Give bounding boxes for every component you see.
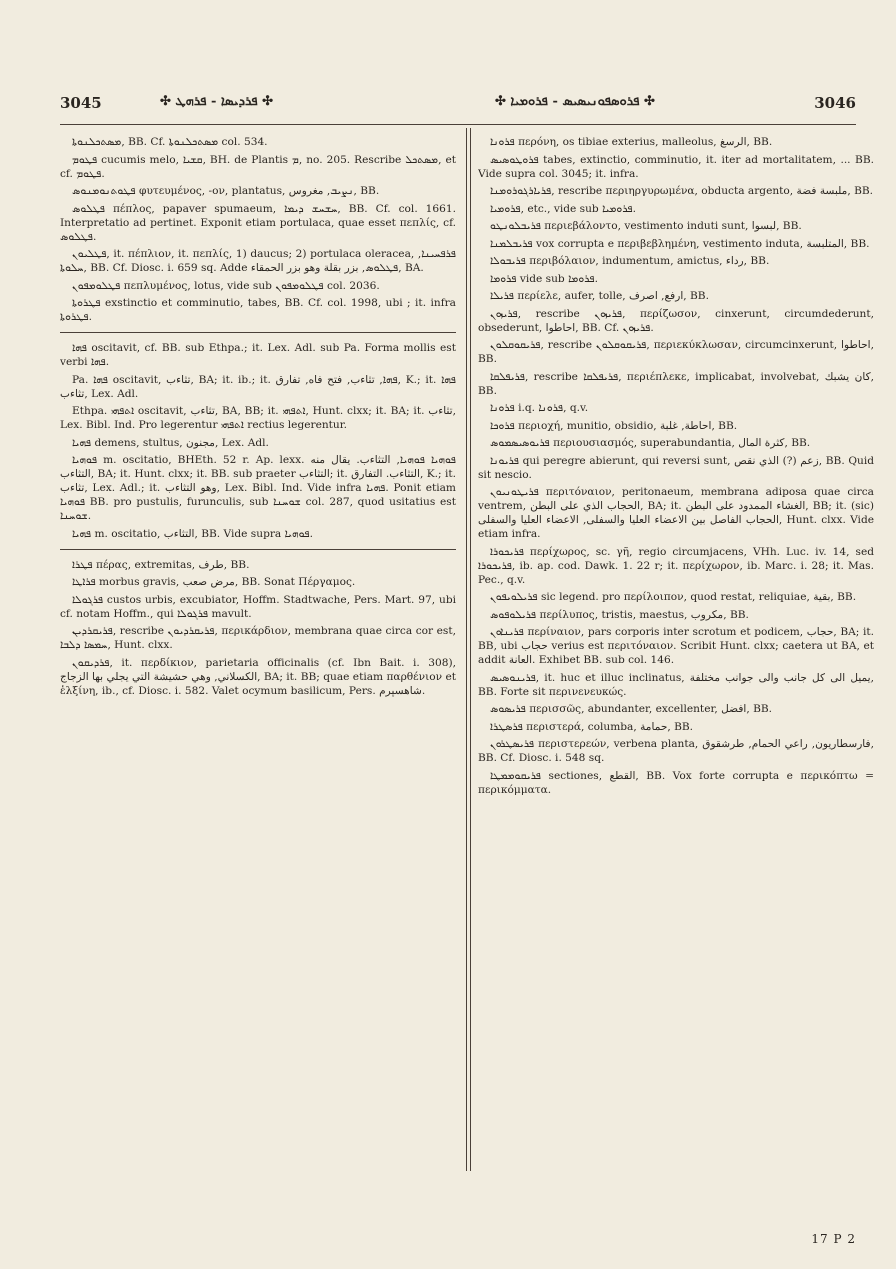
entry: ܦܪܝܣܘܣ περισσῶς, abundanter, excellenter, افضل, BB.: [490, 703, 773, 715]
running-head-right: ✣ ܦܪܘܣܦܘܢܝܣܝܣ - ܦܪܘܡܝܐ ✣: [495, 94, 655, 109]
page-number-left: 3045: [60, 94, 102, 112]
section-divider: [60, 332, 456, 333]
entry: ܦܪܝܙܘܢ, rescribe ܦܪܝܙܘܢ, περίζωσον, cinxerunt, circumdederunt, obsederunt, احاطوا, BB. Cf. ܦܪܝܙܘܢ.: [478, 307, 874, 334]
entry: ܦܪܘܛܘܣܝܣ tabes, extinctio, comminutio, it. iter ad mortalitatem, ... BB. Vide supra col. 3045; it. infra.: [478, 153, 874, 180]
entry: ܦܛܪܐ πέρας, extremitas, طرف, BB.: [72, 558, 250, 571]
left-block-2: [60, 341, 456, 541]
entry: ܦܪܝܛܘܢܝܘܢ περιτόναιον, peritonaeum, membrana adiposa quae circa ventrem, الحجاب الذي على البطن, BA; it. الغشاء الممدود على البطن, BB; it. (sic) الحجاب الفاصل بين الاعضاء العليا والسفلى, الاعضاء العليا والسفلى, Hunt. clxx. Vide etiam infra.: [478, 486, 874, 540]
right-column: [478, 135, 874, 1205]
left-block-1: [60, 135, 456, 324]
entry: ܦܛܘܡ cucumis melo, ܩܫܝܐ, BH. de Plantis ܡ, no. 205. Rescribe ܡܣܬܟܠ, et cf. ܦܛܘܡ.: [60, 153, 456, 180]
entry: Ethpa. ܐܬܦܗܝ oscitavit, تثاءب, BA, BB; it. ܐܬܦܗܝ, Hunt. clxx; it. BA; it. تثاءب, Lex. Bibl. Ind. Pro legerentur ܐܬܦܗܝ rectius legerentur.: [60, 405, 456, 431]
entry: ܦܪܝܠܐ περίελε, aufer, tolle, ارفع, اصرف, BB.: [490, 290, 709, 302]
entry: ܦܘܗܝܐ m. oscitatio, BHEth. 52 r. Ap. lexx. ܦܘܗܝܐ ܦܘܗܝܐ, التثاءب. يقال منه التثاءب, BA; it. Hunt. clxx; it. BB. sub praeter التثاءب; it. التثاءب. التفارق, K.; it. تثاءب, Lex. Adl.; it. وهو التثاءب, Lex. Bibl. Ind. Vide infra ܦܗܝܐ. Ponit etiam ܦܘܗܝܐ BB. pro pustulis, furunculis, sub ܫܘܚܢܐ col. 287, quod usitatius est ܫܘܚܢܐ.: [60, 454, 456, 522]
entry: ܦܪܘܢܐ περόνη, os tibiae exterius, malleolus, الرسغ, BB.: [490, 136, 773, 148]
entry: ܦܪܝܘܢܐ qui peregre abierunt, qui reversi sunt, زعم (?) الذي نقص, BB. Quid sit nescio.: [478, 454, 874, 481]
entry: ܡܣܬܟܠܢܘܬܐ, BB. Cf. ܡܣܬܟܠܢܘܬܐ col. 534.: [72, 136, 268, 148]
left-column: [60, 135, 456, 1205]
entry: ܦܪܕܝܩܘܢ, it. περδίκιον, parietaria officinalis (cf. Ibn Bait. i. 308), الكسلاني, وهي حشيشة التي يجلي بها الزجاج, BA; it. BB; quae etiam παρθένιον et ἑλξίνη, ib., cf. Diosc. i. 582. Valet ocymum basilicum, Pers. شاهسپرم.: [60, 656, 456, 697]
entry: ܦܪܝܠܘܝܦܘܢ sic legend. pro περίλοιπον, quod restat, reliquiae, بقية, BB.: [490, 591, 857, 603]
entry: ܦܛܠܝܘܢ, it. πέπλιον, it. πεπλίς, 1) daucus; 2) portulaca oleracea, ܦܪܦܚܝܢܐ, ܚܠܘܬܐ, BB. Cf. Diosc. i. 659 sq. Adde ܦܛܠܘܣ, بزر بقلة وهو بزر الحمقاء, BA.: [60, 248, 456, 274]
entry: ܦܪܝܒܠܡܢܐ vox corrupta e περιβεβλημένη, vestimento induta, المتلبسة, BB.: [490, 237, 870, 250]
page-header: [60, 92, 856, 122]
entry: ܦܪܓܘܠܐ custos urbis, excubiator, Hoffm. Stadtwache, Pers. Mart. 97, ubi cf. notam Hoffm., qui ܦܪܓܘܠܐ mavult.: [60, 593, 456, 620]
entry: ܦܪܝܒܠܘܢܛܘ περιεβάλοντο, vestimento induti sunt, لبسوا, BB.: [490, 220, 802, 232]
entry: ܦܛܠܘܣ πέπλος, papaver spumaeum, ܚܫܚܫ ܕܝܡܐ, BB. Cf. col. 1661. Interpretatio ad pertinet. Exponit etiam portulaca, quae esset πεπλίς, cf. ܦܛܠܘܣ.: [60, 202, 456, 243]
left-block-3: [60, 558, 456, 698]
header-rule: [60, 124, 856, 125]
entry: ܦܪܘܡܝܐ, etc., vide sub ܦܪܘܡܝܐ.: [490, 202, 637, 215]
entry: ܦܪܝܩܘܡܡܛܐ sectiones, القطع, BB. Vox forte corrupta e περικόπτω = περικόμματα.: [478, 769, 874, 796]
entry: ܦܪܝܘܣܝܣܡܘܣ περιουσιασμός, superabundantia, كثرة المال, BB.: [490, 437, 811, 449]
entry: ܦܪܝܩܘܩܠܘܢ, rescribe ܦܪܝܩܘܩܠܘܢ, περιεκύκλωσαν, circumcinxerunt, احاطوا, BB.: [478, 339, 874, 365]
entry: ܦܪܝܠܘܦܘܣ περίλυπος, tristis, maestus, مكروب, BB.: [490, 608, 749, 621]
entry: ܦܪܘܢܐ i.q. ܦܪܘܢܐ, q.v.: [490, 402, 589, 414]
entry: ܦܗܐ oscitavit, cf. BB. sub Ethpa.; it. Lex. Adl. sub Pa. Forma mollis est verbi ܦܗܐ.: [60, 342, 456, 368]
entry: ܦܗܝܐ demens, stultus, مجنون, Lex. Adl.: [72, 436, 269, 449]
entry: ܦܪܣܛܪܐ περιστερά, columba, حمامة, BB.: [490, 720, 694, 733]
entry: ܦܪܐܛܐ morbus gravis, مرض صعب, BB. Sonat Πέργαμος.: [72, 576, 356, 588]
entry: ܦܪܝܟܘܪܐ περίχωρος, sc. γῆ, regio circumjacens, VHh. Luc. iv. 14, sed ܦܪܝܟܘܪܐ, ib. ap. cod. Dawk. 1. 22 r; it. περίχωρον, ib. Marc. i. 28; it. Mas. Pec., q.v.: [478, 545, 874, 586]
running-head-left: ✣ ܦܪܕܝܣܐ - ܦܪܗܛ ✣: [160, 94, 274, 109]
entry: ܦܛܠܘܡܦܘܢ πεπλυμένος, lotus, vide sub ܦܛܠܘܡܦܘܢ col. 2036.: [72, 279, 380, 292]
entry: Pa. ܦܗܐ oscitavit, تثاءب, BA; it. ib.; it. ܦܗܐ, تثاءب, فتح فاه, تفارق, K.; it. ܦܗܐ تثاءب, Lex. Adl.: [60, 373, 456, 400]
entry: ܦܪܝܢܘܣܝܣ, it. huc et illuc inclinatus, يميل الى كل جانب والى جوانب مختلفة, BB. Forte sit περινενευκώς.: [478, 671, 874, 698]
entry: ܦܪܝܒܘܠܐ περιβόλαιον, indumentum, amictus, رداء, BB.: [490, 255, 770, 267]
entry: ܦܪܝܐܪܓܘܪܘܡܢܐ, rescribe περιηργυρωμένα, obducta argento, ملبسة فضة, BB.: [490, 185, 874, 197]
column-divider: [466, 128, 471, 1171]
entry: ܦܪܝܢܐܘܢ περίναιον, pars corporis inter scrotum et podicem, حجاب, BA; it. BB, ubi حجاب verius est περιτόναιον. Scribit Hunt. clxx; caetera ut BA, et addit العانة. Exhibet BB. sub col. 146.: [478, 626, 874, 666]
entry: ܦܪܝܦܠܩܐ, rescribe ܦܪܝܦܠܩܐ, περιέπλεκε, implicabat, involvebat, كان يشبك, BB.: [478, 370, 874, 397]
section-divider: [60, 549, 456, 550]
entry: ܦܗܝܐ m. oscitatio, التثاءب, BB. Vide supra ܦܘܗܝܐ.: [72, 527, 314, 540]
entry: ܦܪܘܟܐ περιοχή, munitio, obsidio, احاطة, غلبة, BB.: [490, 419, 738, 432]
entry: ܦܪܘܡܐ vide sub ܦܪܘܡܐ.: [490, 272, 598, 285]
entry: ܦܛܪܘܬܐ exstinctio et comminutio, tabes, BB. Cf. col. 1998, ubi ; it. infra ܦܛܪܘܬܐ.: [60, 297, 456, 323]
page-number-right: 3046: [814, 94, 856, 112]
entry: ܦܪܝܣܛܪܘܢ περιστερεών, verbena planta, فارسطاريون, راعي الحمام, طرشقوق, BB. Cf. Diosc. i. 548 sq.: [478, 738, 874, 764]
entry: ܦܪܝܩܪܕܝܢ, rescribe ܦܪܝܩܪܕܝܘܢ, περικάρδιον, membrana quae circa cor est, ܚܡܣܐ ܕܠܒܐ, Hunt. clxx.: [60, 625, 456, 651]
signature-mark: 17 P 2: [811, 1232, 856, 1246]
entry: ܦܛܘܬܢܘܡܢܘܣ φυτευμένος, -ον, plantatus, ܢܨܝܒ, مغروس, BB.: [72, 185, 380, 197]
